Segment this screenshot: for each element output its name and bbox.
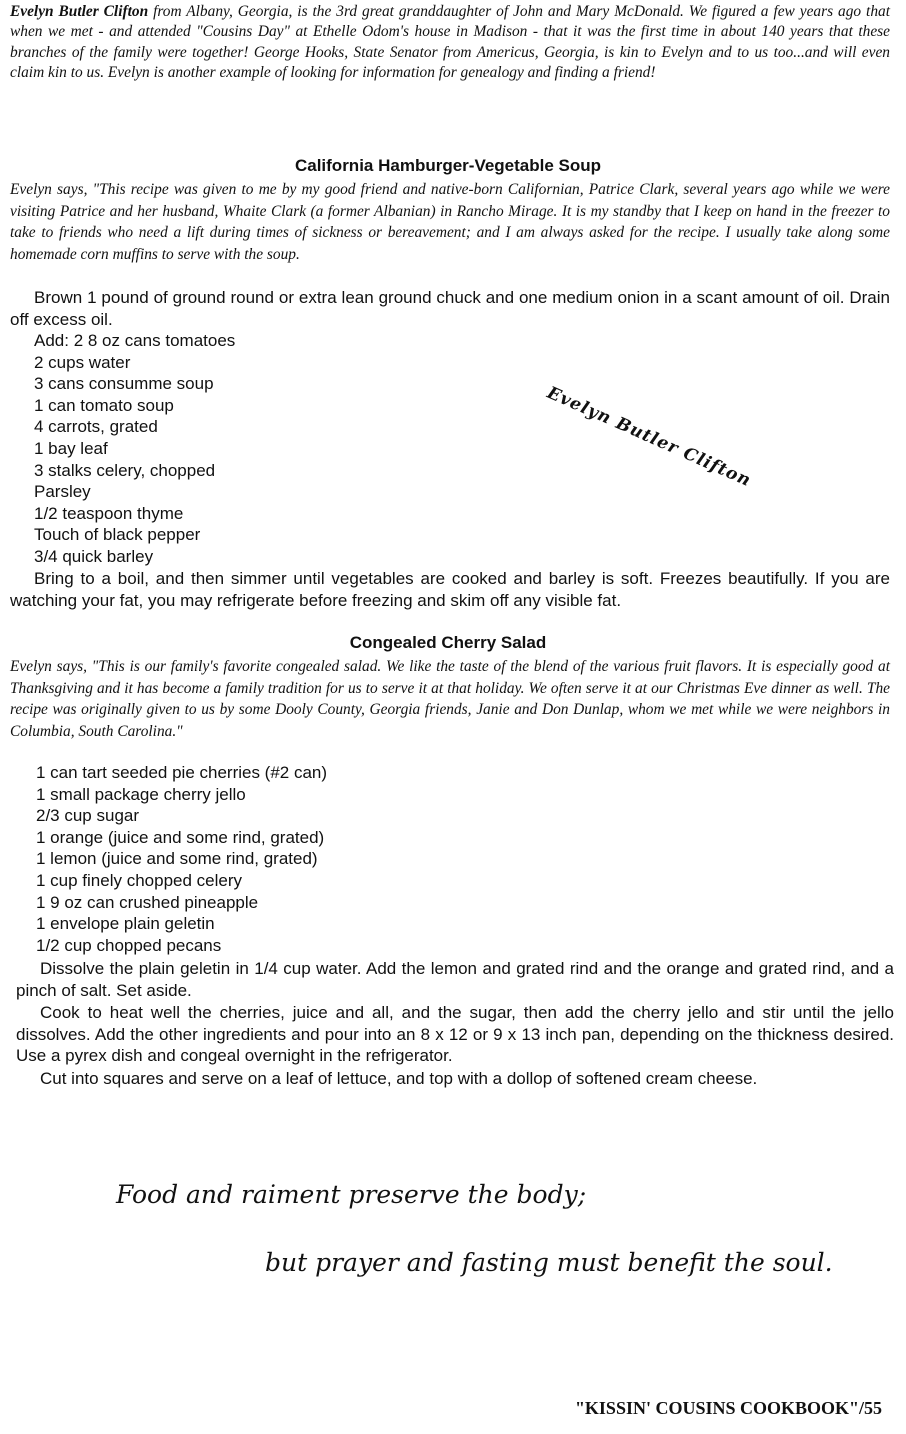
list-item: Parsley [34,482,91,502]
list-item: 3 cans consumme soup [34,374,214,394]
soup-instructions: Bring to a boil, and then simmer until vegetables are cooked and barley is soft. Freezes beautifully. If you are watching your fat, you may refrigerate before freezing and skim off any visible fat. [10,569,890,610]
list-item: 1 can tomato soup [34,395,174,415]
salad-serve-step: Cut into squares and serve on a leaf of lettuce, and top with a dollop of softened cream cheese. [40,1069,758,1088]
salad-quote: Evelyn says, "This is our family's favorite congealed salad. We like the taste of the blend of the various fruit flavors. It is especially good at Thanksgiving and it has become a family tradition for us to serve it at that holiday. We often serve it at our Christmas Eve dinner as well. The recipe was originally given to us by some Dooly County, Georgia friends, Janie and Don Dunlap, whom we met while we were neighbors in Columbia, South Carolina." [10,658,890,740]
salad-cook-step: Cook to heat well the cherries, juice and all, and the sugar, then add the cherry jello and stir until the jello dissolves. Add the other ingredients and pour into an 8 x 12 or 9 x 13 inch pan, depending on the thickness desired. Use a pyrex dish and congeal overnight in the refrigerator. [16,1003,894,1066]
salad-recipe-title: Congealed Cherry Salad [349,633,547,652]
list-item: 1 can tart seeded pie cherries (#2 can) [36,763,328,782]
salad-dissolve-step: Dissolve the plain geletin in 1/4 cup water. Add the lemon and grated rind and the orange and grated rind, and a pinch of salt. Set aside. [16,959,894,1000]
intro-paragraph [10,2,890,84]
list-item: 1 envelope plain geletin [36,914,215,934]
list-item: Touch of black pepper [34,525,201,545]
list-item: 4 carrots, grated [34,417,158,437]
list-item: 2 cups water [34,352,131,372]
soup-quote: Evelyn says, "This recipe was given to me by my good friend and native-born Californian, Patrice Clark, several years ago while we were visiting Patrice and her husband, Whaite Clark (a former Albanian) in Rancho Mirage. It is my standby that I keep on hand in the freezer to take to friends who need a lift during times of sickness or bereavement; and I am always asked for the recipe. I usually take along some homemade corn muffins to serve with the soup. [10,181,890,263]
list-item: 1 lemon (juice and some rind, grated) [36,849,318,869]
list-item: 1 9 oz can crushed pineapple [36,892,259,912]
soup-recipe-title: California Hamburger-Vegetable Soup [294,156,602,175]
list-item: 3 stalks celery, chopped [34,460,216,480]
soup-brown-step: Brown 1 pound of ground round or extra lean ground chuck and one medium onion in a scant amount of oil. Drain off excess oil. [10,288,890,329]
verse-line-2: but prayer and fasting must benefit the soul. [265,1248,833,1277]
list-item: 1/2 teaspoon thyme [34,503,184,523]
verse-line-1: Food and raiment preserve the body; [116,1180,587,1209]
page-footer: "KISSIN' COUSINS COOKBOOK"/55 [574,1398,882,1418]
list-item: 3/4 quick barley [34,546,154,566]
list-item: 1 cup finely chopped celery [36,870,243,890]
list-item: 1 small package cherry jello [36,784,246,804]
handwritten-signature: Evelyn Butler Clifton [543,382,755,492]
intro-name: Evelyn Butler Clifton [10,3,149,20]
list-item: 1 orange (juice and some rind, grated) [36,827,325,847]
soup-ingredient-list [34,330,235,568]
list-item: 1 bay leaf [34,438,108,458]
list-item: 2/3 cup sugar [36,806,140,826]
salad-ingredient-list [36,762,327,956]
intro-text: from Albany, Georgia, is the 3rd great granddaughter of John and Mary McDonald. We figured a few years ago that when we met - and attended "Cousins Day" at Ethelle Odom's house in Madison - that it was the first time in about 140 years that these branches of the family were together! George Hooks, State Senator from Americus, Georgia, is kin to Evelyn and to us too...and will even claim kin to us. Evelyn is another example of looking for information for genealogy and finding a friend! [10,3,890,82]
list-item: Add: 2 8 oz cans tomatoes [34,331,236,350]
list-item: 1/2 cup chopped pecans [36,935,222,955]
